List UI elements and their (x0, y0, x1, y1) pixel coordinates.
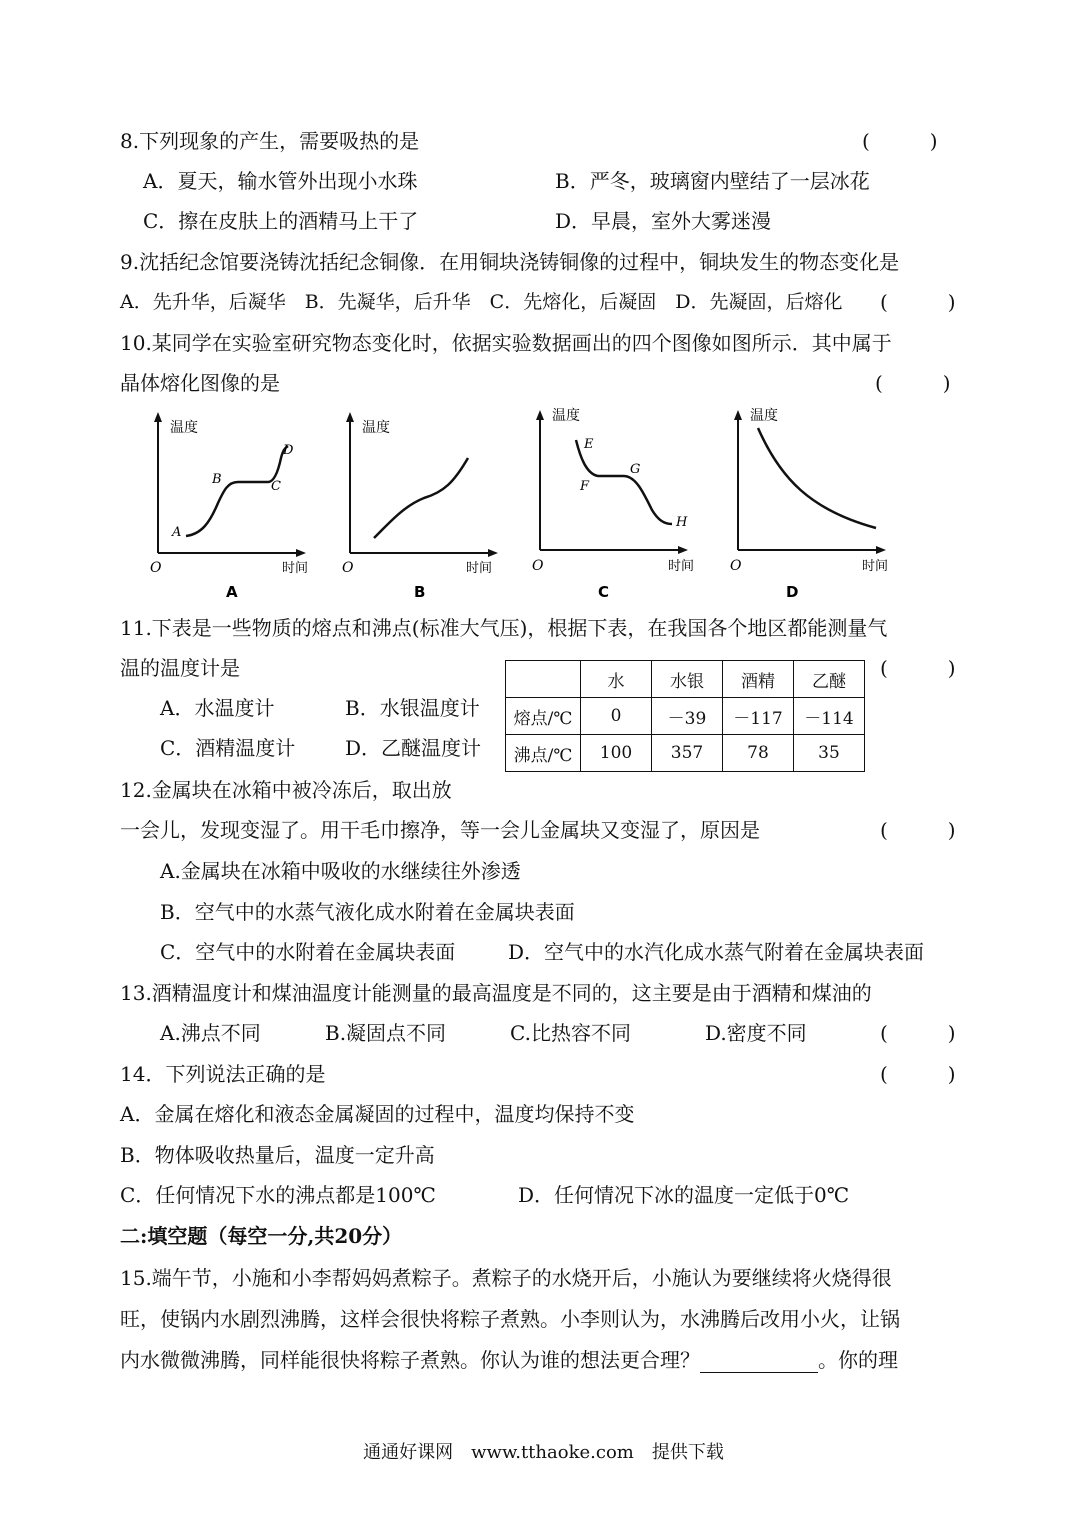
q13-option-c: C.比热容不同 (510, 1021, 631, 1045)
q14-option-d: D．任何情况下冰的温度一定低于0℃ (518, 1183, 850, 1207)
q8-option-a: A．夏天，输水管外出现小水珠 (143, 169, 418, 193)
q13-option-a: A.沸点不同 (160, 1021, 261, 1045)
page-footer: 通通好课网 www.tthaoke.com 提供下载 (363, 1442, 724, 1463)
q12-option-c: C．空气中的水附着在金属块表面 (160, 940, 456, 964)
q9-answer-paren: ( ) (880, 290, 956, 314)
section-2-title: 二:填空题（每空一分,共20分） (120, 1224, 403, 1248)
q12-option-b: B．空气中的水蒸气液化成水附着在金属块表面 (160, 900, 575, 924)
table-cell: 熔点/℃ (506, 698, 581, 735)
graph-c (532, 398, 717, 603)
q13-stem: 13.酒精温度计和煤油温度计能测量的最高温度是不同的，这主要是由于酒精和煤油的 (120, 981, 872, 1005)
graph-a (150, 398, 335, 603)
q15-line2: 旺，使锅内水剧烈沸腾，这样会很快将粽子煮熟。小李则认为，水沸腾后改用小火，让锅 (120, 1307, 900, 1331)
q13-answer-paren: ( ) (880, 1021, 956, 1045)
table-cell: 357 (652, 735, 723, 772)
table-row (506, 735, 865, 772)
table-cell: 0 (581, 698, 652, 735)
q9-stem: 9.沈括纪念馆要浇铸沈括纪念铜像．在用铜块浇铸铜像的过程中，铜块发生的物态变化是 (120, 250, 900, 274)
q8-answer-paren: ( ) (862, 129, 938, 153)
q13-option-b: B.凝固点不同 (325, 1021, 447, 1045)
q11-stem-line1: 11.下表是一些物质的熔点和沸点(标准大气压)，根据下表，在我国各个地区都能测量气 (120, 616, 888, 640)
q12-stem-line2: 一会儿，发现变湿了。用干毛巾擦净，等一会儿金属块又变湿了，原因是 (120, 818, 760, 842)
q8-option-c: C．擦在皮肤上的酒精马上干了 (143, 209, 419, 233)
q8-option-d: D．早晨，室外大雾迷漫 (555, 209, 772, 233)
graph-a-point-c: C (271, 479, 281, 494)
table-cell: －39 (652, 698, 723, 735)
q12-option-d: D．空气中的水汽化成水蒸气附着在金属块表面 (508, 940, 925, 964)
graph-b (342, 398, 527, 603)
graph-a-caption: A (226, 583, 238, 601)
graph-a-xlabel: 时间 (282, 561, 309, 576)
table-cell: 沸点/℃ (506, 735, 581, 772)
q11-answer-paren: ( ) (880, 656, 956, 680)
table-cell: －117 (723, 698, 794, 735)
q15-line3-tail: 。你的理 (818, 1348, 898, 1372)
graph-c-point-g: G (630, 462, 641, 477)
table-row (506, 698, 865, 735)
q10-answer-paren: ( ) (875, 371, 951, 395)
graph-d-ylabel: 温度 (750, 408, 778, 424)
graph-c-point-f: F (580, 479, 590, 494)
graph-b-ylabel: 温度 (362, 420, 390, 436)
graph-c-origin: O (532, 558, 544, 574)
graph-c-point-h: H (676, 515, 688, 530)
table-header-cell: 乙醚 (794, 661, 865, 698)
q11-option-d: D．乙醚温度计 (345, 736, 482, 760)
q12-answer-paren: ( ) (880, 818, 956, 842)
q10-figure (150, 398, 900, 603)
table-header-cell: 水 (581, 661, 652, 698)
graph-b-caption: B (414, 583, 426, 601)
graph-b-origin: O (342, 560, 354, 576)
q15-line1: 15.端午节，小施和小李帮妈妈煮粽子。煮粽子的水烧开后，小施认为要继续将火烧得很 (120, 1266, 892, 1290)
graph-d-xlabel: 时间 (862, 559, 889, 574)
graph-c-xlabel: 时间 (668, 559, 695, 574)
q10-stem-line1: 10.某同学在实验室研究物态变化时，依据实验数据画出的四个图像如图所示．其中属于 (120, 331, 892, 355)
graph-c-ylabel: 温度 (552, 408, 580, 424)
q14-answer-paren: ( ) (880, 1062, 956, 1086)
table-cell: －114 (794, 698, 865, 735)
q14-option-b: B．物体吸收热量后，温度一定升高 (120, 1143, 435, 1167)
table-cell: 78 (723, 735, 794, 772)
table-cell: 35 (794, 735, 865, 772)
graph-a-ylabel: 温度 (170, 420, 198, 436)
q11-stem-line2: 温的温度计是 (120, 656, 240, 680)
q14-option-c: C．任何情况下水的沸点都是100℃ (120, 1183, 436, 1207)
graph-d (730, 398, 915, 603)
q11-option-b: B．水银温度计 (345, 696, 480, 720)
q11-option-c: C．酒精温度计 (160, 736, 296, 760)
q14-stem: 14．下列说法正确的是 (120, 1062, 326, 1086)
table-header-cell (506, 661, 581, 698)
q9-options: A．先升华，后凝华 B．先凝华，后升华 C．先熔化，后凝固 D．先凝固，后熔化 (120, 291, 843, 313)
q13-option-d: D.密度不同 (705, 1021, 807, 1045)
q12-option-a: A.金属块在冰箱中吸收的水继续往外渗透 (160, 859, 521, 883)
q8-stem: 8.下列现象的产生，需要吸热的是 (120, 129, 420, 153)
melting-boiling-table (505, 660, 865, 772)
q15-line3 (120, 1347, 898, 1373)
q15-answer-blank[interactable] (700, 1352, 818, 1373)
q11-option-a: A．水温度计 (160, 696, 275, 720)
table-header-cell: 酒精 (723, 661, 794, 698)
graph-a-point-d: D (283, 443, 294, 458)
q12-stem-line1: 12.金属块在冰箱中被冷冻后，取出放 (120, 778, 452, 802)
table-header-row (506, 661, 865, 698)
graph-d-origin: O (730, 558, 742, 574)
graph-c-caption: C (598, 583, 610, 601)
q14-option-a: A．金属在熔化和液态金属凝固的过程中，温度均保持不变 (120, 1102, 635, 1126)
graph-a-point-a: A (172, 525, 182, 540)
q8-option-b: B．严冬，玻璃窗内壁结了一层冰花 (555, 169, 870, 193)
graph-b-xlabel: 时间 (466, 561, 493, 576)
graph-c-point-e: E (584, 437, 594, 452)
graph-a-origin: O (150, 560, 162, 576)
graph-d-caption: D (786, 583, 799, 601)
q10-stem-line2: 晶体熔化图像的是 (120, 371, 280, 395)
table-header-cell: 水银 (652, 661, 723, 698)
table-cell: 100 (581, 735, 652, 772)
q15-line3-text: 内水微微沸腾，同样能很快将粽子煮熟。你认为谁的想法更合理？ (120, 1348, 700, 1372)
graph-a-point-b: B (212, 472, 222, 487)
